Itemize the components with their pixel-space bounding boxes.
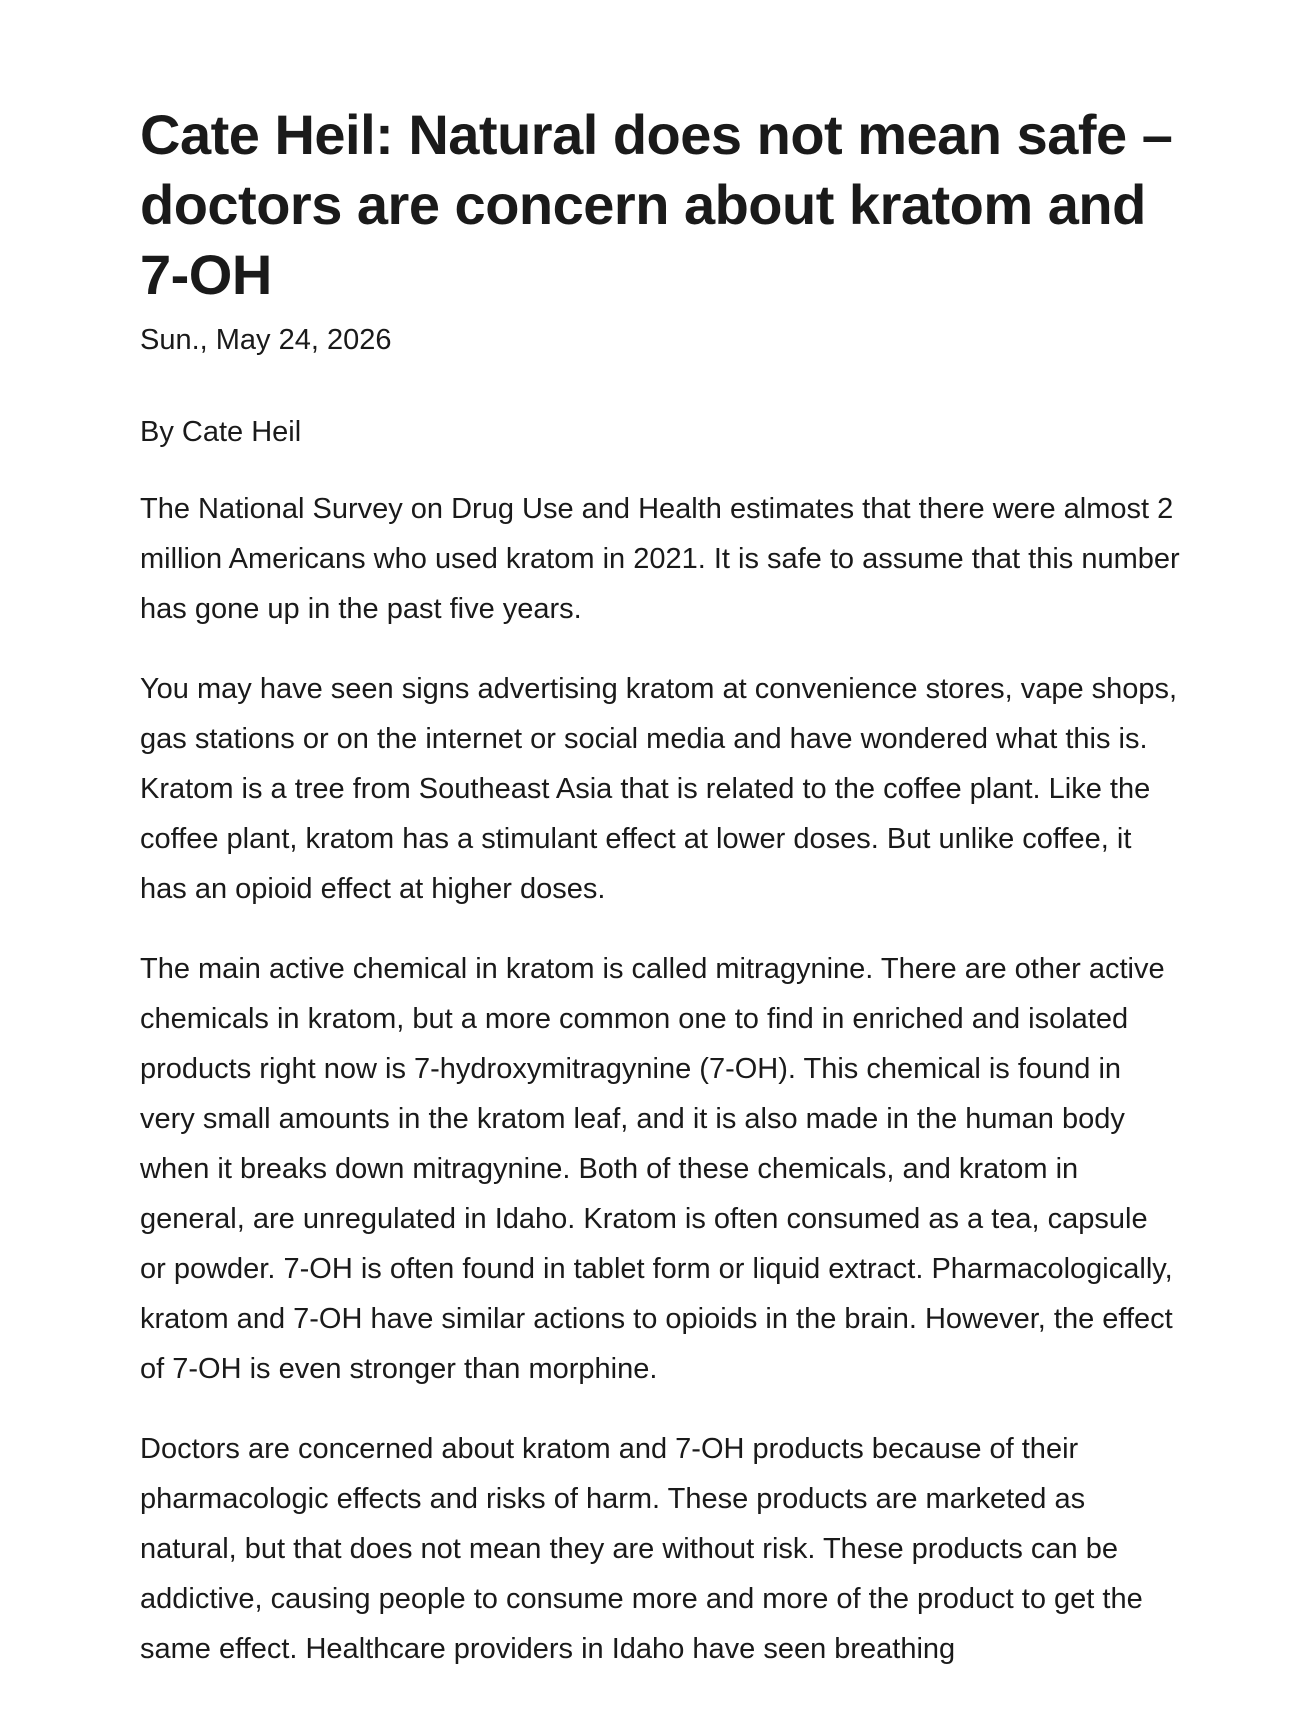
- body-paragraph-3: The main active chemical in kratom is called mitragynine. There are other active chemicals in kratom, but a more common one to find in enriched and isolated products right now is 7-hydroxymitragynine (7-OH). This chemical is found in very small amounts in the kratom leaf, and it is also made in the human body when it breaks down mitragynine. Both of these chemicals, and kratom in general, are unregulated in Idaho. Kratom is often consumed as a tea, capsule or powder. 7-OH is often found in tablet form or liquid extract. Pharmacologically, kratom and 7-OH have similar actions to opioids in the brain. However, the effect of 7-OH is even stronger than morphine.: [140, 953, 1173, 1385]
- article: [140, 100, 1180, 1674]
- body-paragraph-4: Doctors are concerned about kratom and 7-OH products because of their pharmacologic effects and risks of harm. These products are marketed as natural, but that does not mean they are without risk. These products can be addictive, causing people to consume more and more of the product to get the same effect. Healthcare providers in Idaho have seen breathing: [140, 1433, 1143, 1665]
- article-title: Cate Heil: Natural does not mean safe – doctors are concern about kratom and 7-OH: [140, 103, 1173, 306]
- body-paragraph-1: The National Survey on Drug Use and Health estimates that there were almost 2 million Americans who used kratom in 2021. It is safe to assume that this number has gone up in the past five years.: [140, 493, 1180, 625]
- publish-date: Sun., May 24, 2026: [140, 324, 392, 356]
- byline: By Cate Heil: [140, 416, 302, 448]
- body-paragraph-2: You may have seen signs advertising kratom at convenience stores, vape shops, gas stations or on the internet or social media and have wondered what this is. Kratom is a tree from Southeast Asia that is related to the coffee plant. Like the coffee plant, kratom has a stimulant effect at lower doses. But unlike coffee, it has an opioid effect at higher doses.: [140, 673, 1178, 905]
